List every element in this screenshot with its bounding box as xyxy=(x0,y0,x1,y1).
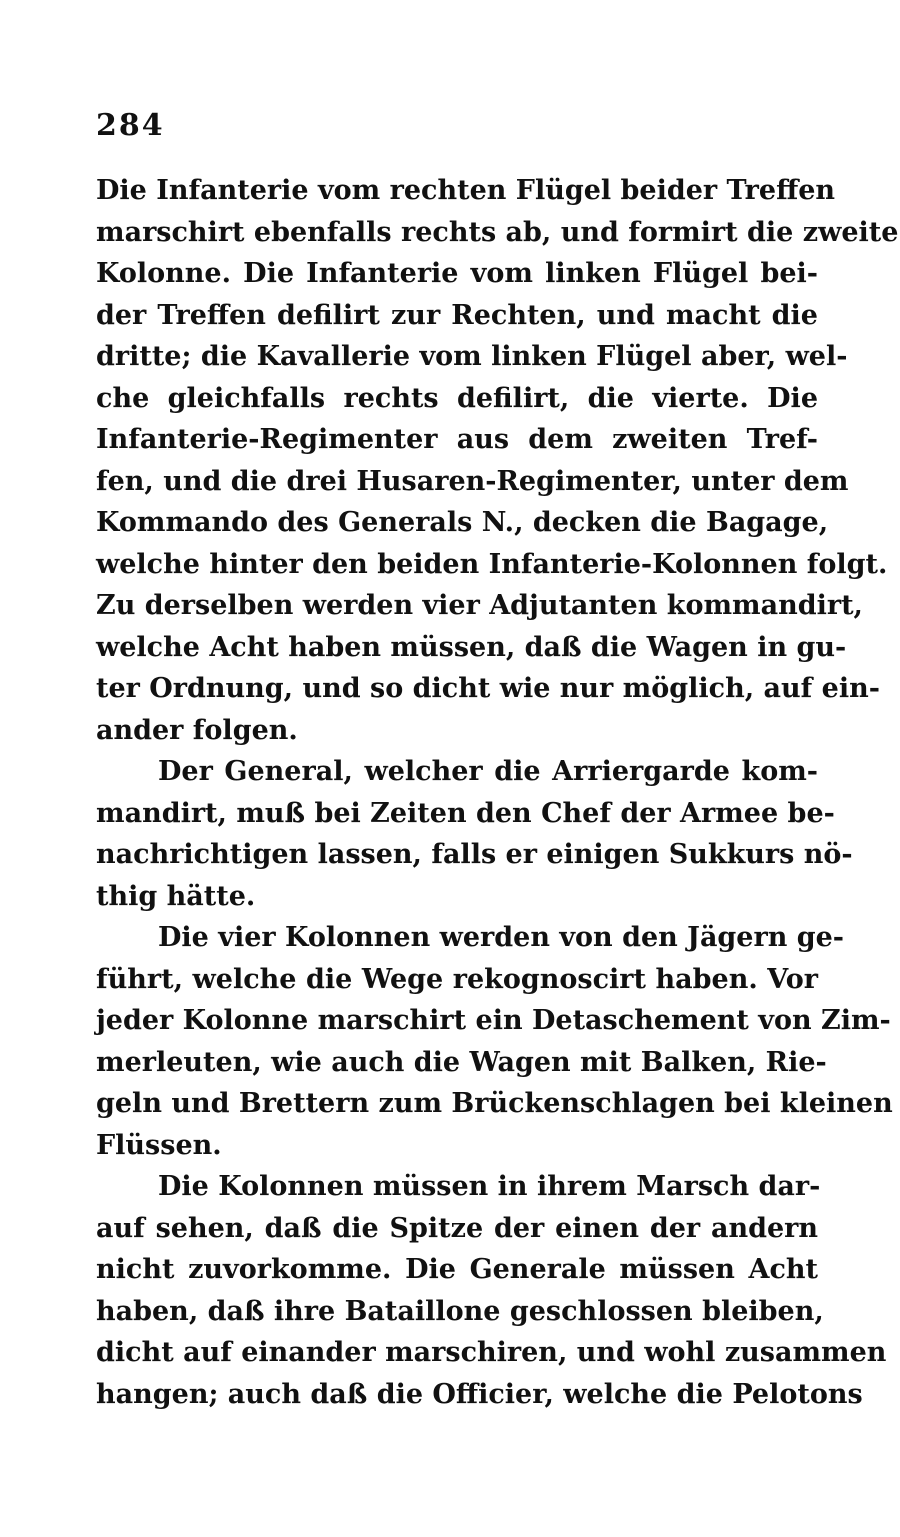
text-line: thig hätte. xyxy=(96,880,256,912)
text-line: Die Kolonnen müssen in ihrem Marsch dar- xyxy=(158,1171,821,1202)
text-line: der Treffen defilirt zur Rechten, und macht die xyxy=(96,299,818,331)
text-line: Kolonne. Die Infanterie vom linken Flügel bei- xyxy=(96,258,818,289)
text-line: nicht zuvorkomme. Die Generale müssen Acht xyxy=(96,1254,818,1285)
text-line: welche hinter den beiden Infanterie-Kolonnen folgt. xyxy=(96,548,888,580)
text-line: dritte; die Kavallerie vom linken Flügel aber, wel- xyxy=(96,341,848,372)
text-line: Die vier Kolonnen werden von den Jägern ge- xyxy=(158,922,845,953)
text-line: geln und Brettern zum Brückenschlagen bei kleinen xyxy=(96,1088,893,1119)
text-line: Kommando des Generals N., decken die Bagage, xyxy=(96,507,829,538)
text-line: jeder Kolonne marschirt ein Detaschement von Zim- xyxy=(96,1005,891,1036)
text-line: welche Acht haben müssen, daß die Wagen in gu- xyxy=(96,631,847,663)
text-line: nachrichtigen lassen, falls er einigen Sukkurs nö- xyxy=(96,839,853,870)
text-line: Zu derselben werden vier Adjutanten kommandirt, xyxy=(96,590,863,621)
text-line: merleuten, wie auch die Wagen mit Balken, Rie- xyxy=(96,1046,827,1078)
text-line: führt, welche die Wege rekognoscirt haben. Vor xyxy=(96,963,818,995)
text-line: che gleichfalls rechts defilirt, die vierte. Die xyxy=(96,382,818,414)
text-line: fen, und die drei Husaren-Regimenter, unter dem xyxy=(96,465,849,497)
text-line: Flüssen. xyxy=(96,1129,222,1161)
text-line: haben, daß ihre Bataillone geschlossen bleiben, xyxy=(96,1295,824,1327)
text-line: Die Infanterie vom rechten Flügel beider Treffen xyxy=(96,175,836,206)
text-line: Infanterie-Regimenter aus dem zweiten Tref- xyxy=(96,424,818,455)
text-line: marschirt ebenfalls rechts ab, und formirt die zweite xyxy=(96,216,899,248)
text-line: auf sehen, daß die Spitze der einen der andern xyxy=(96,1212,818,1244)
text-line: ter Ordnung, und so dicht wie nur möglich, auf ein- xyxy=(96,673,880,704)
text-line: hangen; auch daß die Officier, welche die Pelotons xyxy=(96,1378,863,1410)
text-line: Der General, welcher die Arriergarde kom- xyxy=(158,756,818,787)
text-line: dicht auf einander marschiren, und wohl zusammen xyxy=(96,1337,887,1368)
body-text xyxy=(96,170,899,1415)
page-number: 284 xyxy=(96,108,165,143)
text-line: ander folgen. xyxy=(96,714,298,746)
text-line: mandirt, muß bei Zeiten den Chef der Armee be- xyxy=(96,797,835,829)
